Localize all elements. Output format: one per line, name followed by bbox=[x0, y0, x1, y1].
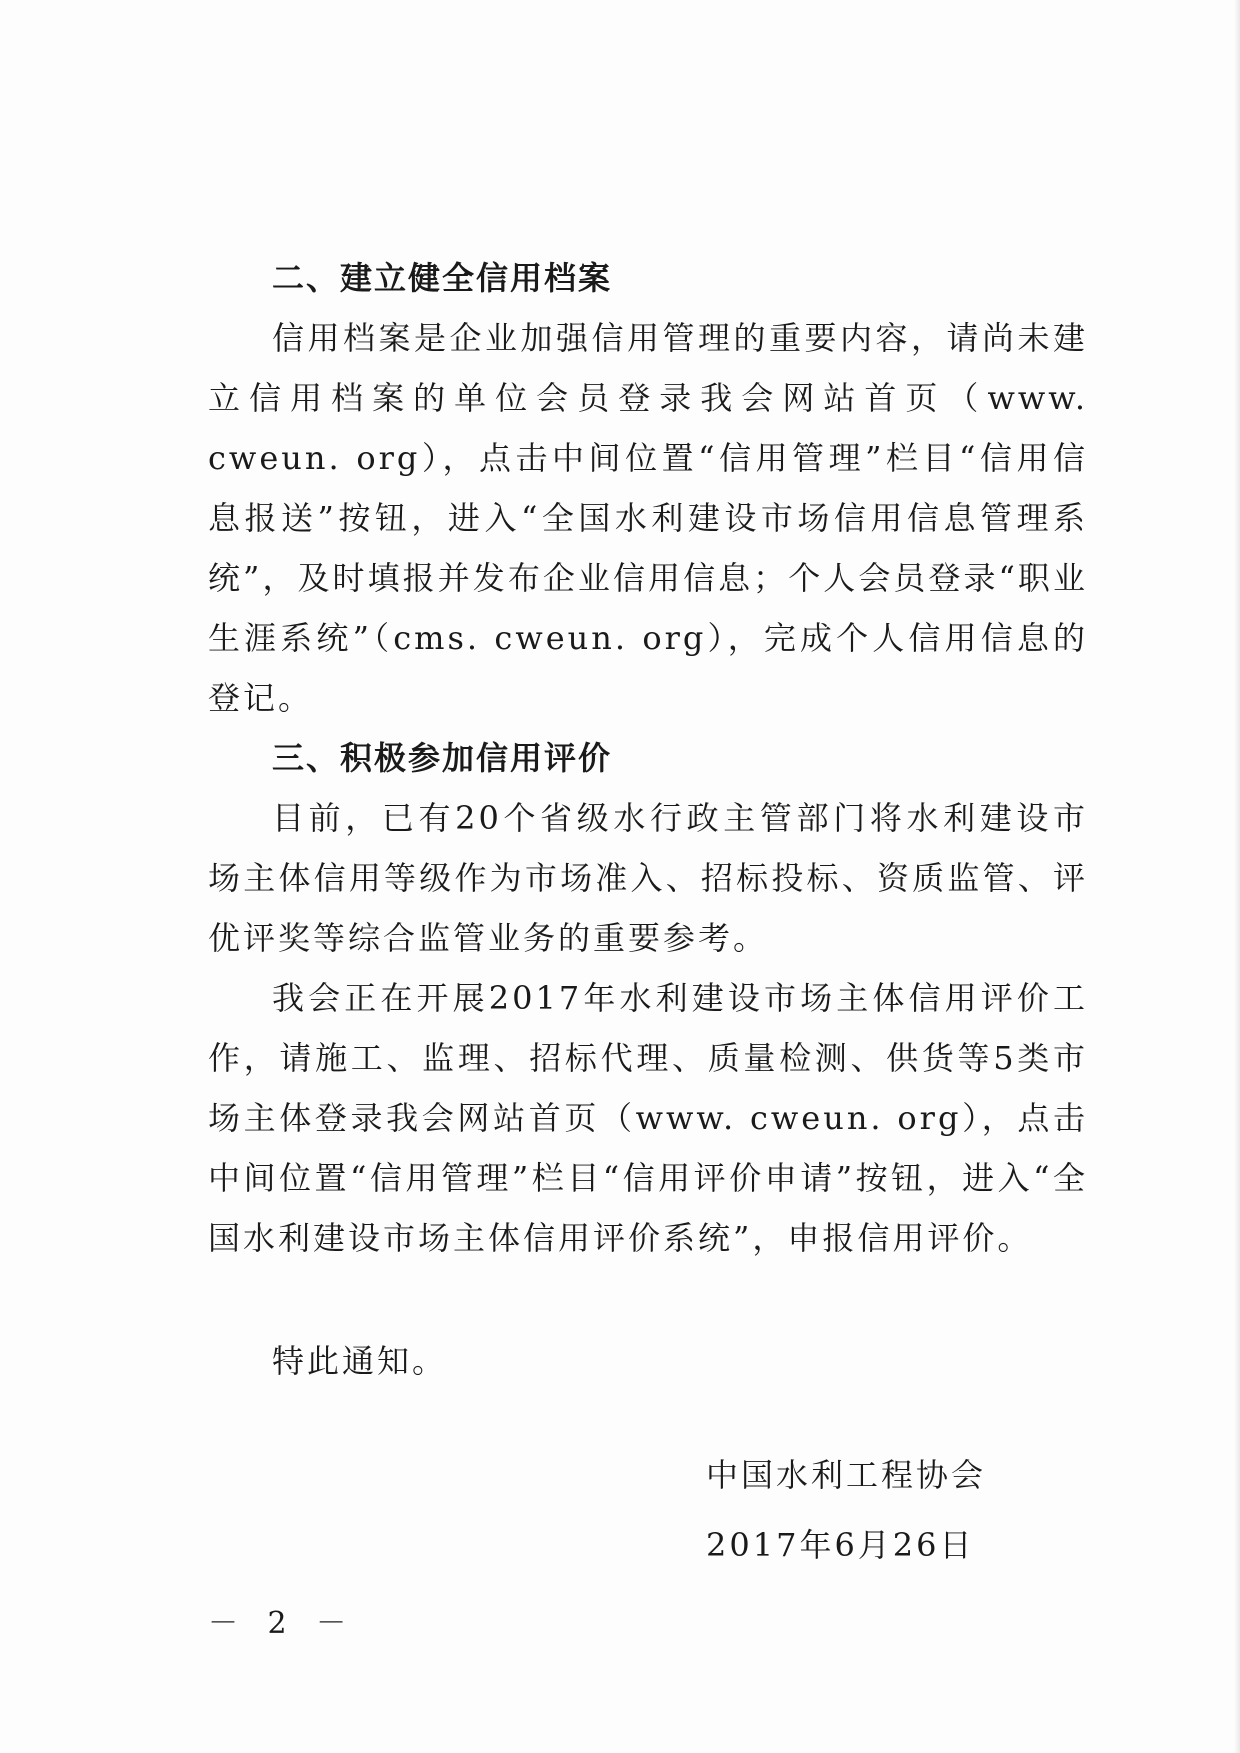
section-2-heading: 二、建立健全信用档案 bbox=[272, 259, 613, 297]
section-2-paragraph: 信用档案是企业加强信用管理的重要内容，请尚未建立信用档案的单位会员登录我会网站首页（www. cweun. org），点击中间位置“信用管理”栏目“信用信息报送”按钮，进入“全国水利建设市场信用信息管理系统”，及时填报并发布企业信用信息；个人会员登录“职业生涯系统”（cms. cweun. org），完成个人信用信息的登记。 bbox=[208, 319, 1088, 717]
scan-edge-shade bbox=[1234, 0, 1240, 1753]
signature-organization: 中国水利工程协会 bbox=[706, 1456, 987, 1494]
signature-date: 2017年6月26日 bbox=[706, 1526, 975, 1564]
document-body bbox=[208, 248, 1088, 1268]
signature-block bbox=[706, 1440, 986, 1580]
closing-remark: 特此通知。 bbox=[272, 1342, 448, 1380]
page-number: － 2 － bbox=[208, 1606, 357, 1641]
section-3-paragraph-1: 目前，已有20个省级水行政主管部门将水利建设市场主体信用等级作为市场准入、招标投标、资质监管、评优评奖等综合监管业务的重要参考。 bbox=[208, 799, 1088, 957]
section-3-heading: 三、积极参加信用评价 bbox=[272, 739, 613, 777]
section-3-paragraph-2: 我会正在开展2017年水利建设市场主体信用评价工作，请施工、监理、招标代理、质量检测、供货等5类市场主体登录我会网站首页（www. cweun. org），点击中间位置“信用管理”栏目“信用评价申请”按钮，进入“全国水利建设市场主体信用评价系统”，申报信用评价。 bbox=[208, 979, 1088, 1257]
